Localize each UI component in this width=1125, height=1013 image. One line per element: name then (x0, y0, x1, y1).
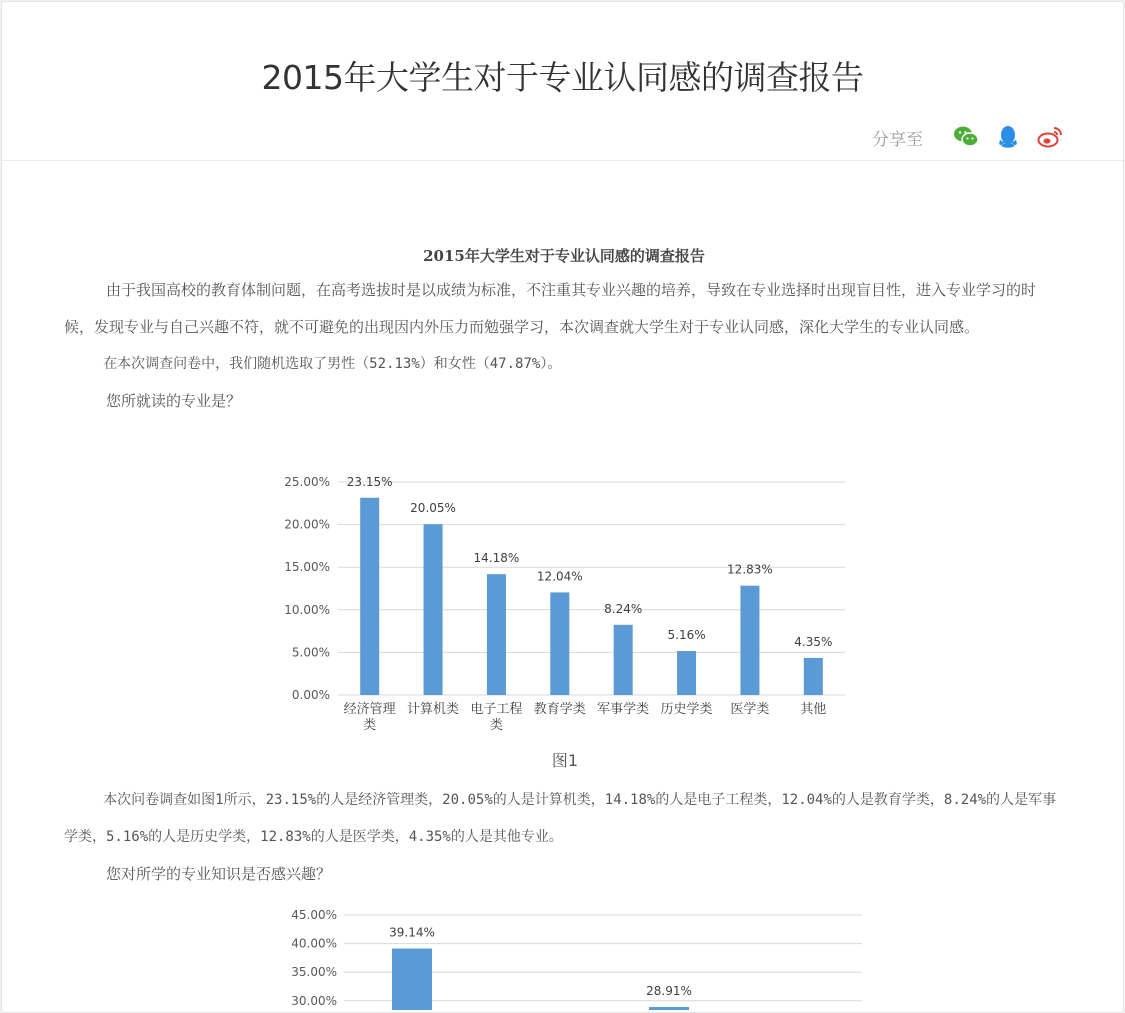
data-label: 39.14% (389, 925, 435, 940)
question-1: 您所就读的专业是？ (106, 392, 242, 410)
y-tick-label: 15.00% (284, 560, 330, 575)
weibo-icon[interactable] (1037, 124, 1063, 150)
data-label: 5.16% (667, 628, 706, 643)
data-label: 8.24% (604, 601, 643, 616)
page-card (1, 1, 1124, 1013)
qq-icon[interactable] (995, 124, 1021, 150)
y-tick-label: 0.00% (291, 688, 330, 702)
question-2: 您对所学的专业知识是否感兴趣？ (106, 865, 332, 883)
y-tick-label: 45.00% (291, 908, 337, 922)
gender-paragraph: 在本次调查问卷中，我们随机选取了男性（52.13%）和女性（47.87%）。 (103, 356, 562, 372)
x-tick-label: 经济管理 (343, 702, 396, 717)
page-title: 2015年大学生对于专业认同感的调查报告 (261, 58, 864, 97)
y-tick-label: 40.00% (291, 936, 337, 951)
bar (550, 592, 569, 695)
bar (804, 658, 823, 695)
article-header (2, 2, 1123, 161)
y-tick-label: 5.00% (291, 645, 330, 660)
bar (360, 498, 379, 695)
intro-paragraph: 由于我国高校的教育体制问题，在高考选拔时是以成绩为标准，不注重其专业兴趣的培养，导致在专业选择时出现盲目性，进入专业学习的时候，发现专业与自己兴趣不符，就不可避免的出现因内外压力而勉强学习，本次调查就大学生对于专业认同感，深化大学生的专业认同感。 (64, 281, 1037, 336)
x-tick-label: 电子工程 (470, 702, 523, 717)
data-label: 20.05% (410, 501, 456, 516)
figure-1-caption: 图1 (551, 751, 579, 770)
x-tick-label: 历史学类 (660, 702, 713, 717)
x-tick-label: 医学类 (730, 702, 770, 717)
bar (649, 1007, 689, 1010)
article-body-2 (64, 782, 1064, 893)
x-tick-label: 教育学类 (533, 702, 586, 717)
x-tick-label: 类 (489, 718, 503, 733)
interest-chart (277, 900, 877, 1010)
summary-paragraph: 本次问卷调查如图1所示，23.15%的人是经济管理类，20.05%的人是计算机类，14.18%的人是电子工程类，12.04%的人是教育学类，8.24%的人是军事学类，5.16%的人是历史学类，12.83%的人是医学类，4.35%的人是其他专业。 (64, 792, 1057, 845)
share-label: 分享至 (872, 129, 923, 150)
doc-title: 2015年大学生对于专业认同感的调查报告 (423, 247, 705, 265)
bar (487, 574, 506, 695)
bar (614, 625, 633, 695)
y-tick-label: 10.00% (284, 602, 330, 617)
wechat-icon[interactable] (953, 124, 979, 150)
y-tick-label: 25.00% (284, 475, 330, 489)
share-bar (872, 124, 1063, 150)
data-label: 12.83% (727, 562, 773, 577)
x-tick-label: 计算机类 (407, 702, 460, 717)
y-tick-label: 20.00% (284, 517, 330, 532)
bar (740, 586, 759, 695)
data-label: 23.15% (346, 474, 393, 489)
x-tick-label: 军事学类 (597, 702, 650, 717)
article-body (64, 240, 1064, 420)
major-distribution-chart (272, 468, 862, 738)
data-label: 28.91% (646, 984, 692, 999)
data-label: 14.18% (473, 551, 520, 566)
data-label: 12.04% (536, 569, 583, 584)
y-tick-label: 30.00% (291, 993, 337, 1008)
x-tick-label: 其他 (800, 702, 827, 717)
bar (677, 651, 696, 695)
bar (392, 949, 432, 1010)
y-tick-label: 35.00% (291, 965, 337, 980)
x-tick-label: 类 (363, 718, 377, 733)
data-label: 4.35% (794, 634, 833, 649)
bar (424, 524, 443, 695)
